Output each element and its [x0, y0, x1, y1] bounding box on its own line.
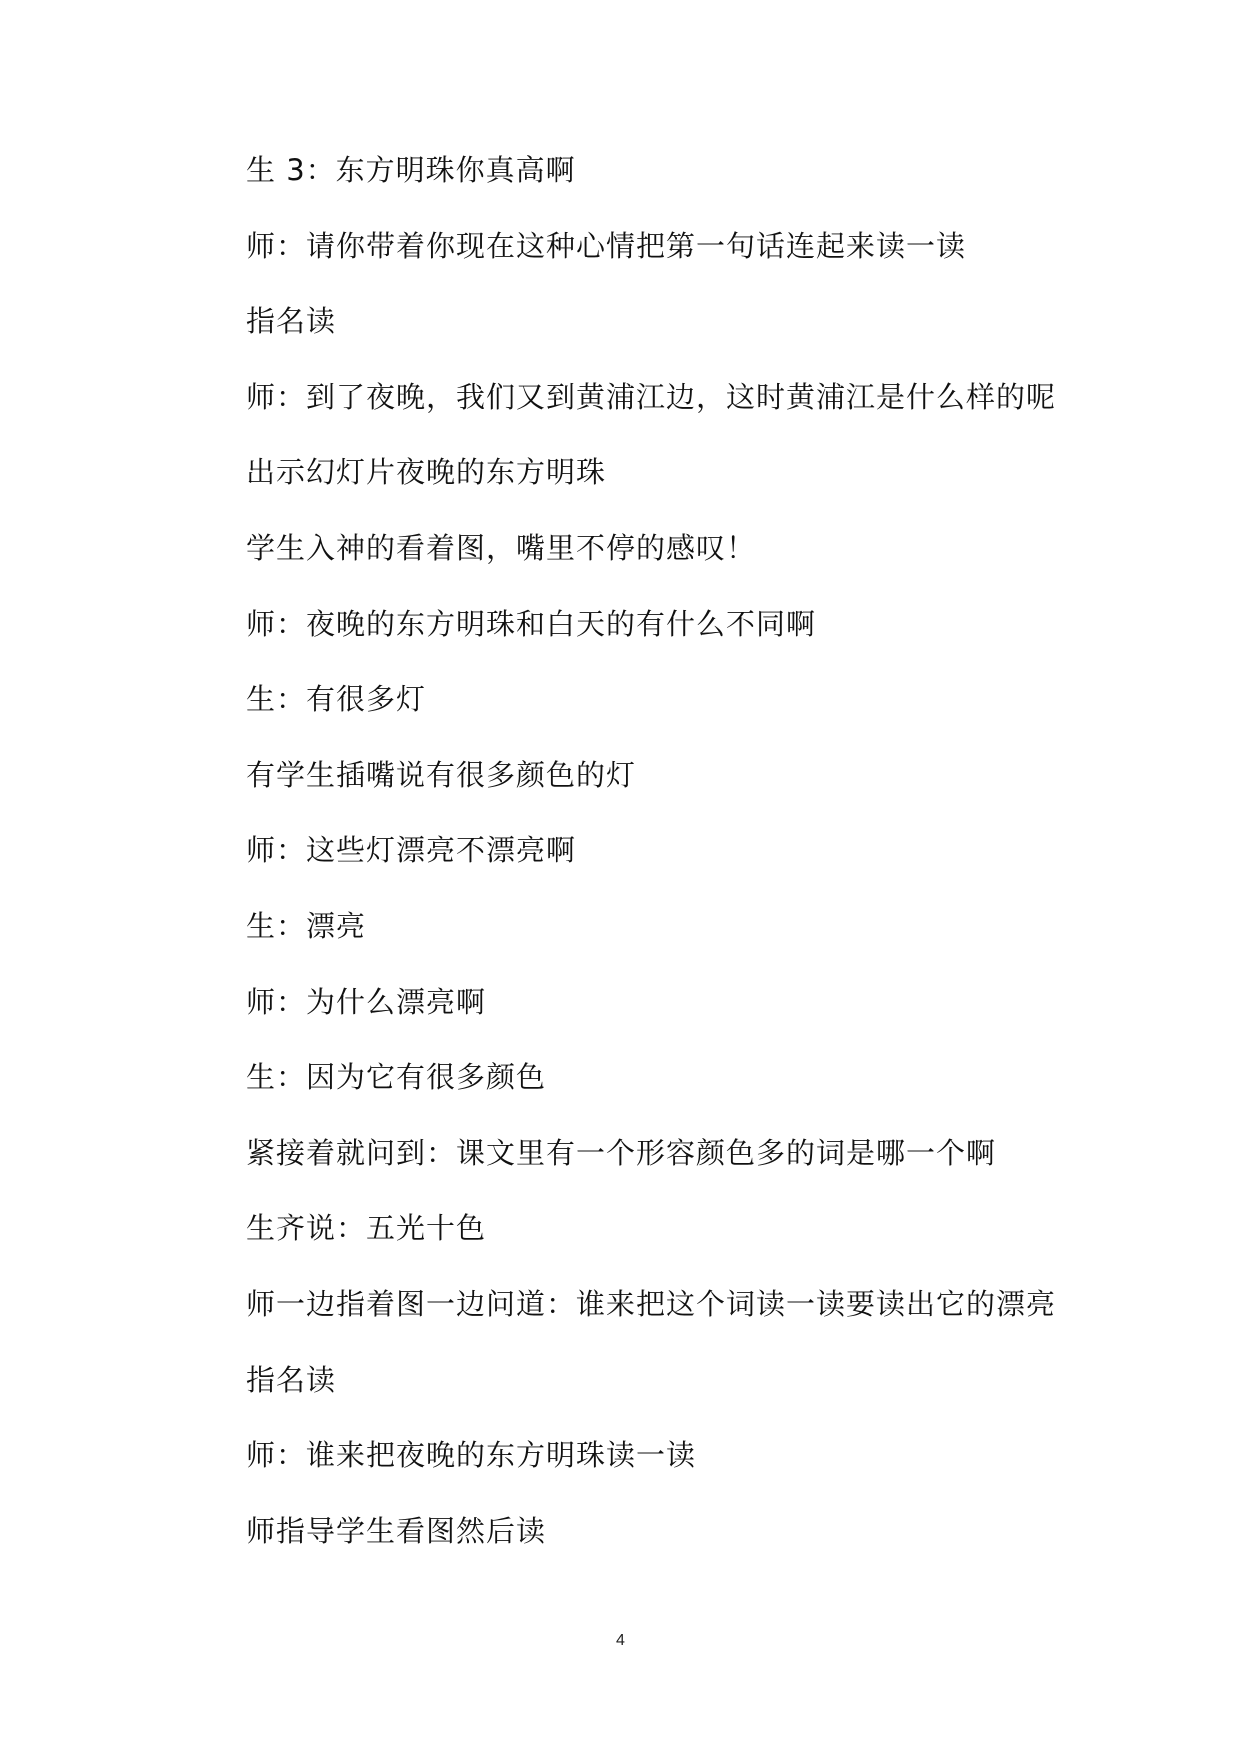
page-number: 4 — [616, 1632, 625, 1649]
text-line: 紧接着就问到：课文里有一个形容颜色多的词是哪一个啊 — [246, 1135, 997, 1170]
text-line: 出示幻灯片夜晚的东方明珠 — [246, 455, 607, 490]
text-line: 指名读 — [246, 304, 337, 339]
text-line: 生：漂亮 — [246, 908, 367, 943]
text-line: 有学生插嘴说有很多颜色的灯 — [246, 757, 637, 792]
text-line: 师：谁来把夜晚的东方明珠读一读 — [246, 1438, 697, 1473]
text-line: 师：请你带着你现在这种心情把第一句话连起来读一读 — [246, 228, 967, 263]
text-line: 生 3：东方明珠你真高啊 — [246, 153, 576, 187]
text-line: 师：到了夜晚，我们又到黄浦江边，这时黄浦江是什么样的呢 — [246, 379, 1057, 414]
text-line: 师：为什么漂亮啊 — [246, 984, 487, 1019]
text-line: 师：这些灯漂亮不漂亮啊 — [246, 833, 577, 868]
text-line: 生：有很多灯 — [246, 682, 427, 717]
text-line: 师：夜晚的东方明珠和白天的有什么不同啊 — [246, 606, 817, 641]
text-line: 学生入神的看着图，嘴里不停的感叹！ — [246, 530, 757, 565]
text-line: 生：因为它有很多颜色 — [246, 1060, 547, 1095]
document-body — [246, 145, 1146, 1581]
text-line: 师指导学生看图然后读 — [246, 1513, 547, 1548]
text-line: 生齐说：五光十色 — [246, 1211, 487, 1246]
text-line: 指名读 — [246, 1362, 337, 1397]
text-line: 师一边指着图一边问道：谁来把这个词读一读要读出它的漂亮 — [246, 1286, 1057, 1321]
